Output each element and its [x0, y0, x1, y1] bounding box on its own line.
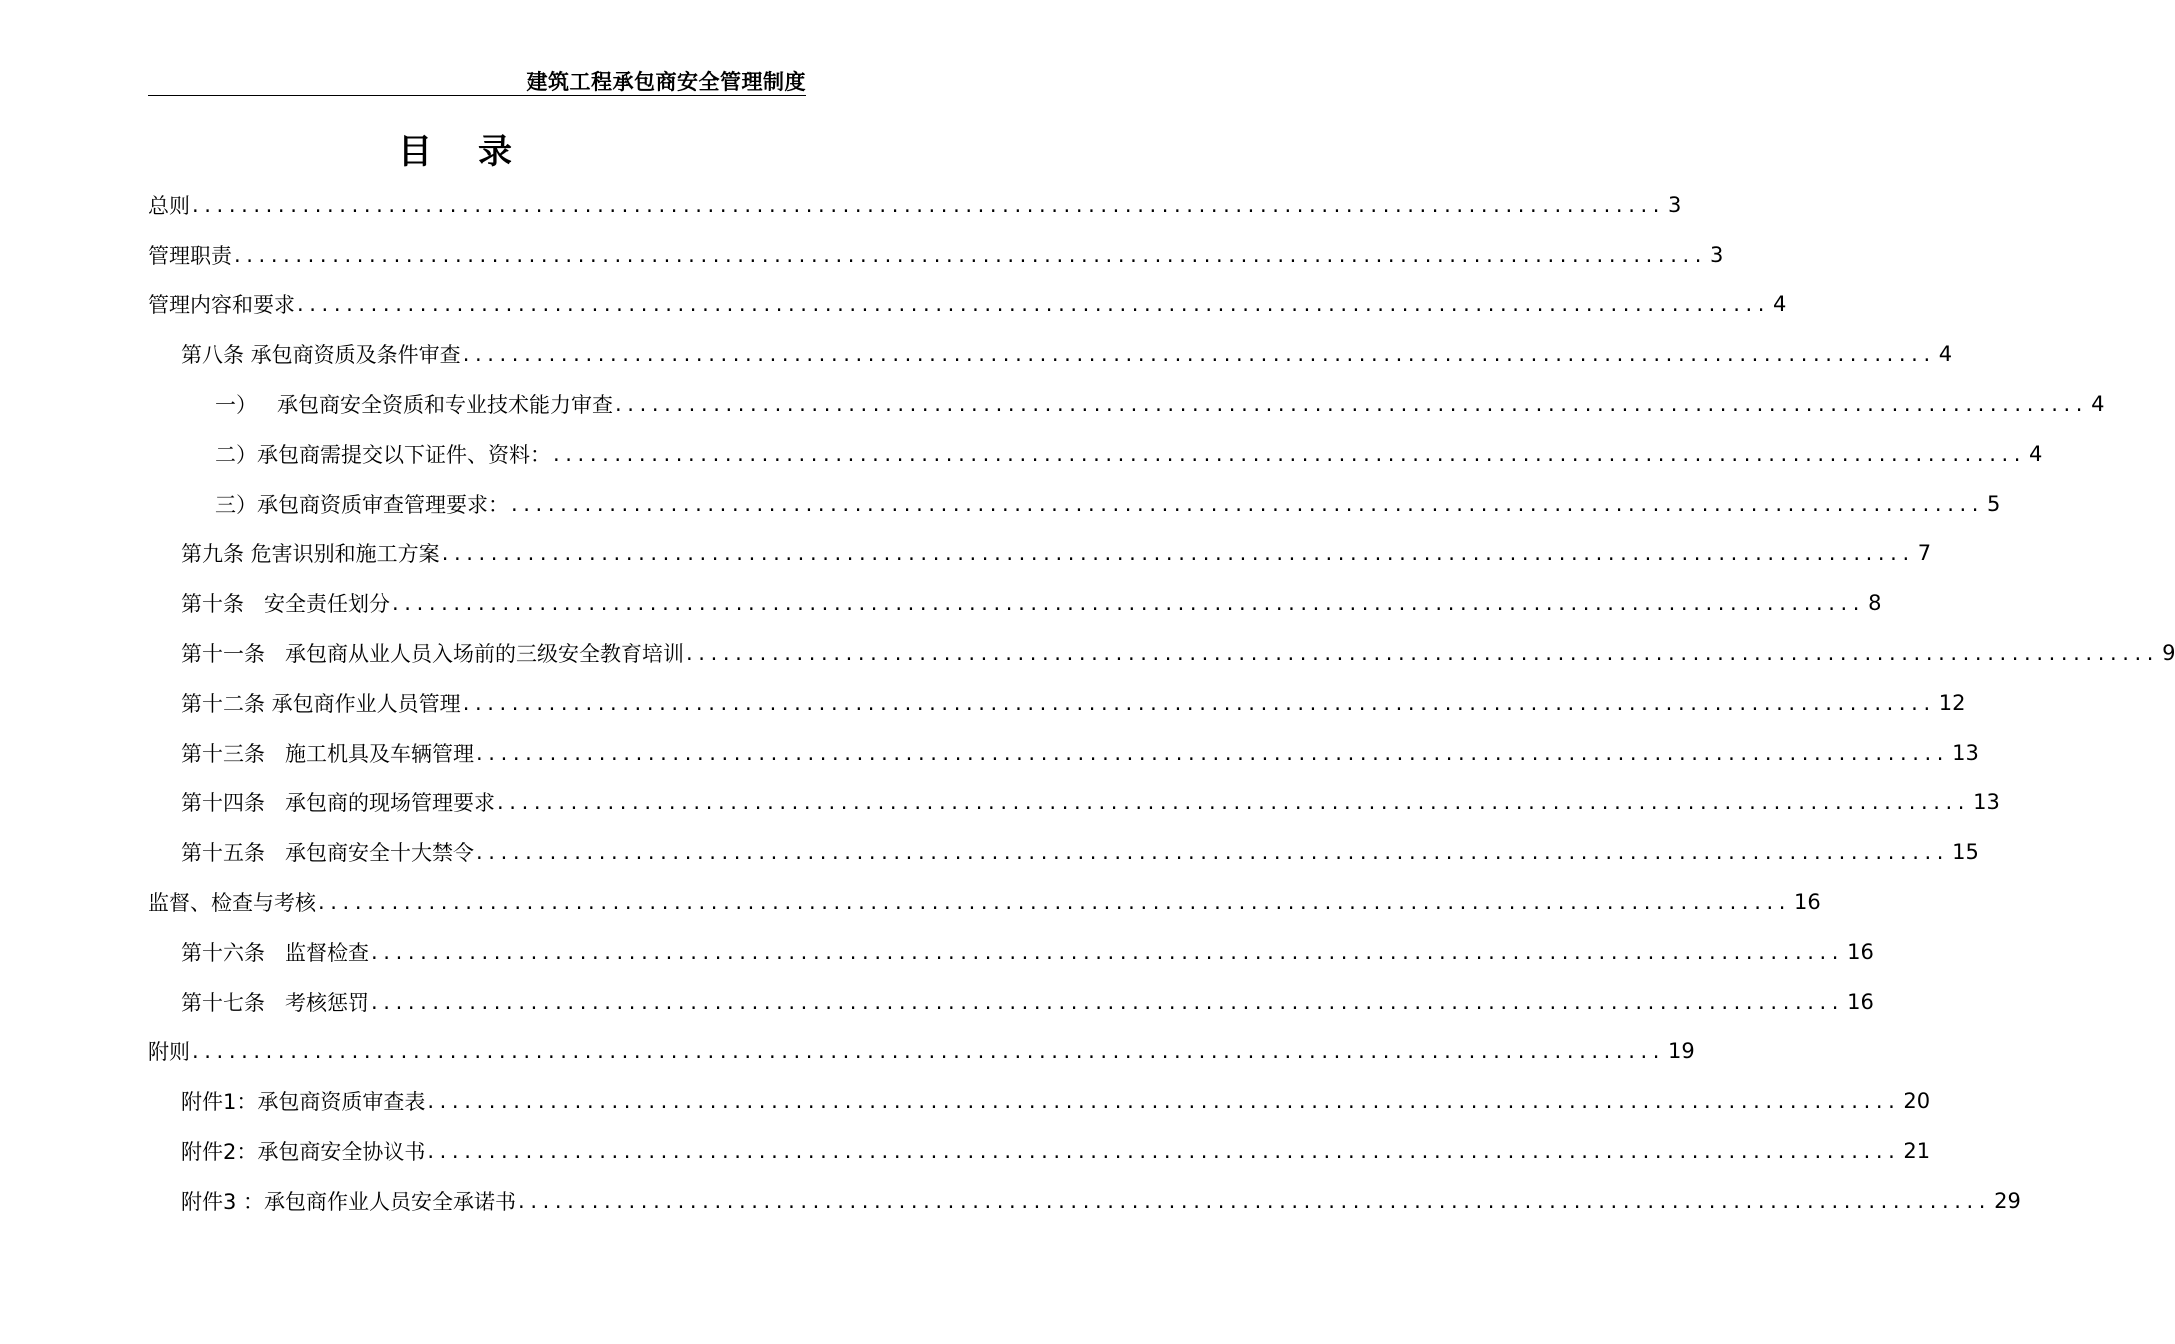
toc-entry-label: 第八条 承包商资质及条件审查: [181, 343, 461, 368]
toc-entry-page: 12: [1938, 690, 1966, 715]
toc-entry-page: 21: [1903, 1139, 1931, 1164]
toc-leader-dots: ........................................................................................................................: [371, 989, 1845, 1014]
toc-entry[interactable]: [148, 180, 1682, 230]
toc-entry[interactable]: [148, 479, 2001, 529]
toc-leader-dots: ........................................................................................................................: [476, 840, 1950, 865]
toc-entry-label: 第十二条 承包商作业人员管理: [181, 691, 461, 716]
toc-entry[interactable]: [148, 778, 2000, 828]
toc-entry-page: 15: [1952, 840, 1979, 865]
toc-entry[interactable]: [148, 678, 1966, 728]
toc-entry[interactable]: [148, 927, 1874, 977]
toc-leader-dots: ........................................................................................................................: [234, 242, 1708, 267]
toc-leader-dots: ........................................................................................................................: [192, 1039, 1666, 1064]
toc-entry-page: 16: [1847, 989, 1874, 1014]
toc-entry-label: 二）承包商需提交以下证件、资料：: [215, 442, 551, 467]
toc-entry[interactable]: [148, 827, 1979, 877]
document-title: 建筑工程承包商安全管理制度: [526, 70, 806, 94]
toc-leader-dots: ........................................................................................................................: [462, 342, 1936, 367]
toc-entry-label: 第九条 危害识别和施工方案: [181, 542, 440, 567]
toc-entry-page: 20: [1903, 1089, 1931, 1114]
toc-leader-dots: ........................................................................................................................: [511, 491, 1985, 516]
toc-entry-page: 4: [2091, 392, 2105, 417]
toc-leader-dots: ........................................................................................................................: [427, 1139, 1901, 1164]
toc-leader-dots: ........................................................................................................................: [518, 1188, 1992, 1213]
toc-entry[interactable]: [148, 1076, 1931, 1126]
toc-entry-page: 13: [1973, 790, 2000, 815]
toc-entry-page: 7: [1917, 541, 1932, 566]
toc-entry-label: 附件3 ：承包商作业人员安全承诺书: [181, 1189, 517, 1214]
toc-entry[interactable]: [148, 628, 2175, 678]
toc-heading: 目录: [398, 132, 558, 172]
toc-leader-dots: ........................................................................................................................: [192, 192, 1666, 217]
table-of-contents: [148, 180, 2175, 1226]
toc-entry-label: 总则: [148, 193, 190, 218]
toc-entry-label: 管理内容和要求: [148, 293, 295, 318]
toc-entry-page: 19: [1668, 1039, 1695, 1064]
toc-entry-label: 第十五条 承包商安全十大禁令: [181, 841, 475, 866]
toc-entry-page: 9: [2162, 641, 2175, 666]
toc-entry[interactable]: [148, 1126, 1931, 1176]
toc-entry-page: 29: [1994, 1188, 2021, 1213]
toc-entry-page: 8: [1868, 591, 1882, 616]
toc-entry-label: 监督、检查与考核: [148, 891, 316, 916]
toc-entry-page: 4: [2029, 441, 2043, 466]
toc-entry-label: 一） 承包商安全资质和专业技术能力审查: [215, 393, 614, 418]
toc-entry[interactable]: [148, 578, 1882, 628]
toc-entry[interactable]: [148, 1176, 2021, 1226]
toc-leader-dots: ........................................................................................................................: [476, 740, 1950, 765]
toc-entry[interactable]: [148, 1027, 1695, 1077]
toc-entry[interactable]: [148, 379, 2105, 429]
toc-leader-dots: ........................................................................................................................: [497, 790, 1971, 815]
toc-leader-dots: ........................................................................................................................: [462, 690, 1936, 715]
toc-leader-dots: ........................................................................................................................: [615, 392, 2089, 417]
toc-entry[interactable]: [148, 280, 1787, 330]
toc-entry-page: 5: [1987, 491, 2001, 516]
toc-entry[interactable]: [148, 977, 1874, 1027]
toc-entry-label: 三）承包商资质审查管理要求：: [215, 492, 509, 517]
toc-leader-dots: ........................................................................................................................: [318, 890, 1792, 915]
toc-entry-page: 3: [1668, 192, 1682, 217]
toc-entry[interactable]: [148, 877, 1821, 927]
toc-entry[interactable]: [148, 429, 2043, 479]
toc-entry-label: 附件1：承包商资质审查表: [181, 1090, 426, 1115]
toc-entry-page: 16: [1847, 939, 1874, 964]
toc-entry-label: 附则: [148, 1040, 190, 1065]
toc-entry-page: 4: [1773, 292, 1787, 317]
toc-entry-label: 第十七条 考核惩罚: [181, 990, 370, 1015]
toc-entry-label: 管理职责: [148, 243, 232, 268]
toc-leader-dots: ........................................................................................................................: [427, 1089, 1901, 1114]
toc-entry-page: 4: [1938, 342, 1953, 367]
running-header: [148, 58, 806, 96]
toc-entry[interactable]: [148, 529, 1932, 579]
toc-entry-page: 13: [1952, 740, 1979, 765]
toc-entry-label: 第十一条 承包商从业人员入场前的三级安全教育培训: [181, 642, 685, 667]
toc-entry-label: 附件2：承包商安全协议书: [181, 1140, 426, 1165]
toc-entry-label: 第十四条 承包商的现场管理要求: [181, 791, 496, 816]
toc-entry-page: 3: [1710, 242, 1724, 267]
toc-entry[interactable]: [148, 230, 1724, 280]
toc-entry[interactable]: [148, 728, 1979, 778]
toc-leader-dots: ........................................................................................................................: [371, 939, 1845, 964]
toc-entry-label: 第十条 安全责任划分: [181, 592, 391, 617]
toc-entry-label: 第十六条 监督检查: [181, 940, 370, 965]
toc-leader-dots: ........................................................................................................................: [297, 292, 1771, 317]
toc-entry-page: 16: [1794, 890, 1821, 915]
toc-leader-dots: ........................................................................................................................: [686, 641, 2160, 666]
toc-leader-dots: ........................................................................................................................: [553, 441, 2027, 466]
toc-leader-dots: ........................................................................................................................: [392, 591, 1866, 616]
toc-entry[interactable]: [148, 329, 1953, 379]
toc-leader-dots: ........................................................................................................................: [441, 541, 1915, 566]
toc-entry-label: 第十三条 施工机具及车辆管理: [181, 741, 475, 766]
